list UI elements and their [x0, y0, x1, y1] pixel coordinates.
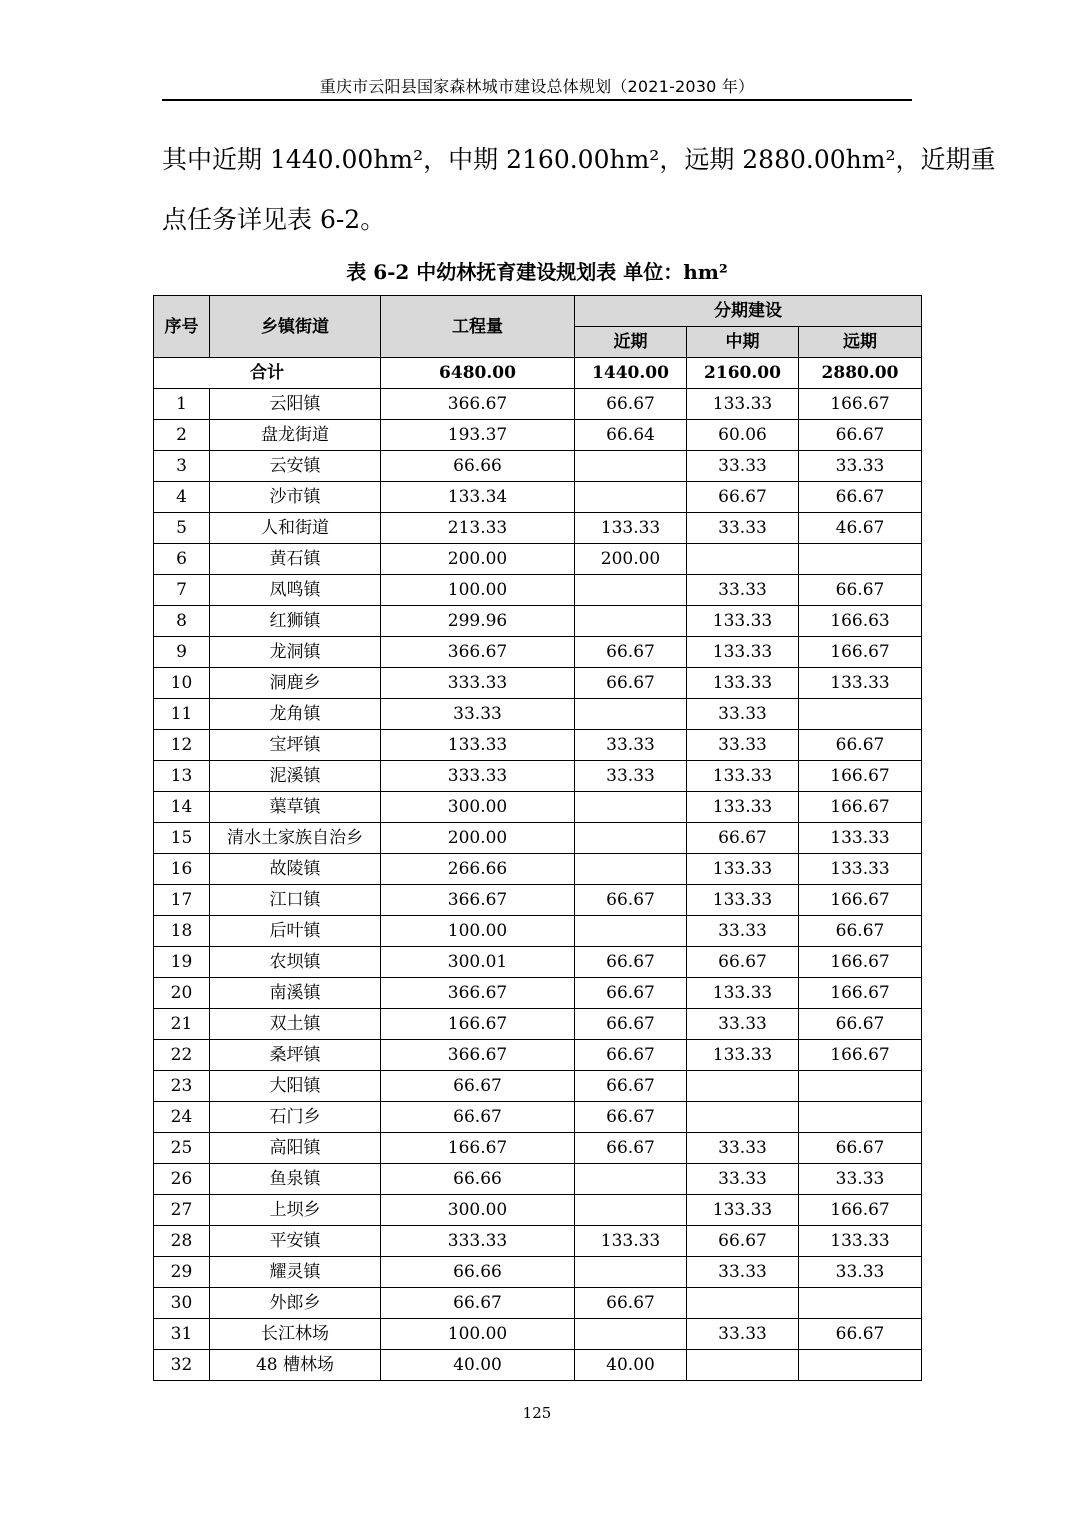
cell-amount: 333.33 — [381, 668, 575, 699]
cell-far: 66.67 — [799, 420, 922, 451]
cell-amount: 33.33 — [381, 699, 575, 730]
cell-seq: 20 — [154, 978, 210, 1009]
cell-far: 66.67 — [799, 916, 922, 947]
cell-amount: 333.33 — [381, 761, 575, 792]
cell-mid: 133.33 — [687, 637, 799, 668]
cell-seq: 30 — [154, 1288, 210, 1319]
table-row — [154, 978, 922, 1009]
cell-amount: 300.00 — [381, 792, 575, 823]
cell-amount: 133.33 — [381, 730, 575, 761]
cell-amount: 200.00 — [381, 544, 575, 575]
cell-near — [575, 1319, 687, 1350]
total-far: 2880.00 — [799, 358, 922, 389]
cell-town: 宝坪镇 — [210, 730, 381, 761]
cell-far: 66.67 — [799, 482, 922, 513]
header-phase-group: 分期建设 — [575, 296, 922, 327]
cell-far: 133.33 — [799, 854, 922, 885]
cell-amount: 193.37 — [381, 420, 575, 451]
cell-mid: 66.67 — [687, 823, 799, 854]
cell-far — [799, 1288, 922, 1319]
cell-seq: 31 — [154, 1319, 210, 1350]
table-row — [154, 854, 922, 885]
cell-seq: 4 — [154, 482, 210, 513]
cell-town: 48 槽林场 — [210, 1350, 381, 1381]
cell-far: 166.67 — [799, 389, 922, 420]
cell-mid — [687, 1350, 799, 1381]
table-row — [154, 792, 922, 823]
cell-far: 66.67 — [799, 575, 922, 606]
cell-mid: 133.33 — [687, 1040, 799, 1071]
cell-amount: 66.67 — [381, 1288, 575, 1319]
cell-town: 农坝镇 — [210, 947, 381, 978]
cell-town: 平安镇 — [210, 1226, 381, 1257]
cell-seq: 24 — [154, 1102, 210, 1133]
cell-near: 66.67 — [575, 1133, 687, 1164]
cell-seq: 21 — [154, 1009, 210, 1040]
cell-seq: 7 — [154, 575, 210, 606]
table-row — [154, 1195, 922, 1226]
cell-mid: 33.33 — [687, 1133, 799, 1164]
table-row — [154, 420, 922, 451]
table-row — [154, 544, 922, 575]
table-row — [154, 1288, 922, 1319]
cell-seq: 8 — [154, 606, 210, 637]
cell-near: 66.67 — [575, 1009, 687, 1040]
cell-town: 桑坪镇 — [210, 1040, 381, 1071]
total-label: 合计 — [154, 358, 381, 389]
cell-amount: 40.00 — [381, 1350, 575, 1381]
table-row — [154, 761, 922, 792]
cell-mid: 133.33 — [687, 978, 799, 1009]
cell-amount: 366.67 — [381, 978, 575, 1009]
cell-amount: 100.00 — [381, 916, 575, 947]
header-seq: 序号 — [154, 296, 210, 358]
cell-seq: 27 — [154, 1195, 210, 1226]
table-caption: 表 6-2 中幼林抚育建设规划表 单位：hm² — [346, 260, 728, 284]
cell-town: 上坝乡 — [210, 1195, 381, 1226]
cell-seq: 9 — [154, 637, 210, 668]
cell-near: 40.00 — [575, 1350, 687, 1381]
cell-near — [575, 792, 687, 823]
cell-amount: 66.67 — [381, 1102, 575, 1133]
cell-far: 166.67 — [799, 792, 922, 823]
cell-mid: 33.33 — [687, 575, 799, 606]
cell-town: 双土镇 — [210, 1009, 381, 1040]
cell-town: 江口镇 — [210, 885, 381, 916]
cell-amount: 366.67 — [381, 1040, 575, 1071]
cell-near — [575, 854, 687, 885]
cell-amount: 299.96 — [381, 606, 575, 637]
table-row — [154, 1257, 922, 1288]
cell-seq: 32 — [154, 1350, 210, 1381]
cell-far: 33.33 — [799, 1164, 922, 1195]
table-row — [154, 730, 922, 761]
cell-near: 66.67 — [575, 1071, 687, 1102]
cell-seq: 29 — [154, 1257, 210, 1288]
header-amount: 工程量 — [381, 296, 575, 358]
cell-mid: 133.33 — [687, 1195, 799, 1226]
cell-mid: 133.33 — [687, 668, 799, 699]
cell-far: 166.67 — [799, 761, 922, 792]
cell-town: 鱼泉镇 — [210, 1164, 381, 1195]
cell-near — [575, 823, 687, 854]
cell-mid: 33.33 — [687, 513, 799, 544]
cell-town: 高阳镇 — [210, 1133, 381, 1164]
cell-far: 33.33 — [799, 451, 922, 482]
cell-amount: 366.67 — [381, 389, 575, 420]
cell-amount: 200.00 — [381, 823, 575, 854]
cell-near: 66.67 — [575, 1288, 687, 1319]
table-row — [154, 668, 922, 699]
cell-far: 46.67 — [799, 513, 922, 544]
total-mid: 2160.00 — [687, 358, 799, 389]
table-row — [154, 916, 922, 947]
cell-seq: 17 — [154, 885, 210, 916]
cell-mid: 66.67 — [687, 1226, 799, 1257]
cell-town: 长江林场 — [210, 1319, 381, 1350]
header-near: 近期 — [575, 327, 687, 358]
cell-seq: 3 — [154, 451, 210, 482]
cell-near — [575, 1164, 687, 1195]
cell-far: 133.33 — [799, 823, 922, 854]
cell-amount: 300.00 — [381, 1195, 575, 1226]
cell-far: 166.67 — [799, 1040, 922, 1071]
table-row — [154, 389, 922, 420]
cell-town: 洞鹿乡 — [210, 668, 381, 699]
cell-mid: 60.06 — [687, 420, 799, 451]
cell-seq: 5 — [154, 513, 210, 544]
total-amount: 6480.00 — [381, 358, 575, 389]
cell-amount: 166.67 — [381, 1009, 575, 1040]
cell-near — [575, 606, 687, 637]
cell-amount: 133.34 — [381, 482, 575, 513]
cell-town: 耀灵镇 — [210, 1257, 381, 1288]
cell-far — [799, 1350, 922, 1381]
cell-amount: 66.67 — [381, 1071, 575, 1102]
table-row — [154, 513, 922, 544]
cell-near: 66.67 — [575, 389, 687, 420]
cell-seq: 26 — [154, 1164, 210, 1195]
cell-far: 66.67 — [799, 1009, 922, 1040]
cell-seq: 12 — [154, 730, 210, 761]
page-number: 125 — [522, 1404, 552, 1422]
cell-near: 66.67 — [575, 1102, 687, 1133]
cell-amount: 166.67 — [381, 1133, 575, 1164]
cell-far: 166.67 — [799, 637, 922, 668]
cell-town: 人和街道 — [210, 513, 381, 544]
cell-seq: 11 — [154, 699, 210, 730]
cell-amount: 66.66 — [381, 451, 575, 482]
cell-near — [575, 916, 687, 947]
cell-mid: 33.33 — [687, 699, 799, 730]
cell-mid: 33.33 — [687, 1257, 799, 1288]
cell-mid: 133.33 — [687, 854, 799, 885]
cell-near: 66.64 — [575, 420, 687, 451]
cell-town: 云阳镇 — [210, 389, 381, 420]
cell-amount: 366.67 — [381, 637, 575, 668]
cell-seq: 19 — [154, 947, 210, 978]
table-row — [154, 482, 922, 513]
table-row — [154, 1102, 922, 1133]
cell-far — [799, 1102, 922, 1133]
running-header: 重庆市云阳县国家森林城市建设总体规划（2021-2030 年） — [319, 77, 755, 96]
header-town: 乡镇街道 — [210, 296, 381, 358]
cell-seq: 15 — [154, 823, 210, 854]
cell-far: 33.33 — [799, 1257, 922, 1288]
cell-town: 盘龙街道 — [210, 420, 381, 451]
cell-amount: 66.66 — [381, 1164, 575, 1195]
cell-mid — [687, 1288, 799, 1319]
cell-far — [799, 1071, 922, 1102]
cell-far: 166.67 — [799, 947, 922, 978]
cell-amount: 100.00 — [381, 575, 575, 606]
cell-mid: 33.33 — [687, 1164, 799, 1195]
cell-near — [575, 451, 687, 482]
cell-amount: 213.33 — [381, 513, 575, 544]
cell-far: 66.67 — [799, 730, 922, 761]
header-far: 远期 — [799, 327, 922, 358]
cell-far: 66.67 — [799, 1133, 922, 1164]
cell-near — [575, 575, 687, 606]
cell-far: 166.67 — [799, 885, 922, 916]
body-paragraph-line-1: 其中近期 1440.00hm²，中期 2160.00hm²，远期 2880.00hm²，近期重 — [162, 145, 996, 174]
cell-mid — [687, 1102, 799, 1133]
cell-town: 黄石镇 — [210, 544, 381, 575]
total-near: 1440.00 — [575, 358, 687, 389]
cell-mid: 133.33 — [687, 885, 799, 916]
cell-town: 红狮镇 — [210, 606, 381, 637]
cell-near — [575, 699, 687, 730]
cell-near — [575, 1257, 687, 1288]
cell-near: 200.00 — [575, 544, 687, 575]
cell-mid: 66.67 — [687, 947, 799, 978]
cell-near: 66.67 — [575, 668, 687, 699]
cell-amount: 100.00 — [381, 1319, 575, 1350]
cell-amount: 300.01 — [381, 947, 575, 978]
table-row — [154, 575, 922, 606]
cell-seq: 14 — [154, 792, 210, 823]
cell-mid — [687, 544, 799, 575]
cell-town: 蕖草镇 — [210, 792, 381, 823]
cell-town: 龙洞镇 — [210, 637, 381, 668]
table-row — [154, 823, 922, 854]
cell-town: 故陵镇 — [210, 854, 381, 885]
cell-town: 南溪镇 — [210, 978, 381, 1009]
cell-mid: 66.67 — [687, 482, 799, 513]
cell-town: 后叶镇 — [210, 916, 381, 947]
cell-mid: 33.33 — [687, 1319, 799, 1350]
cell-seq: 1 — [154, 389, 210, 420]
total-row — [154, 358, 922, 389]
cell-amount: 66.66 — [381, 1257, 575, 1288]
cell-town: 清水土家族自治乡 — [210, 823, 381, 854]
cell-town: 凤鸣镇 — [210, 575, 381, 606]
cell-mid: 133.33 — [687, 389, 799, 420]
cell-seq: 6 — [154, 544, 210, 575]
cell-near: 66.67 — [575, 637, 687, 668]
cell-near: 33.33 — [575, 761, 687, 792]
tending-plan-table — [153, 295, 922, 1381]
cell-amount: 366.67 — [381, 885, 575, 916]
cell-near: 66.67 — [575, 1040, 687, 1071]
cell-far: 166.67 — [799, 978, 922, 1009]
cell-mid: 33.33 — [687, 730, 799, 761]
cell-seq: 22 — [154, 1040, 210, 1071]
cell-seq: 10 — [154, 668, 210, 699]
cell-mid: 33.33 — [687, 1009, 799, 1040]
cell-town: 云安镇 — [210, 451, 381, 482]
table-row — [154, 699, 922, 730]
table-row — [154, 1350, 922, 1381]
table-row — [154, 1164, 922, 1195]
cell-town: 泥溪镇 — [210, 761, 381, 792]
table-row — [154, 1040, 922, 1071]
cell-near — [575, 482, 687, 513]
header-mid: 中期 — [687, 327, 799, 358]
cell-far — [799, 699, 922, 730]
cell-town: 龙角镇 — [210, 699, 381, 730]
cell-near: 66.67 — [575, 885, 687, 916]
cell-seq: 23 — [154, 1071, 210, 1102]
cell-mid: 33.33 — [687, 451, 799, 482]
table-row — [154, 1009, 922, 1040]
cell-near: 133.33 — [575, 1226, 687, 1257]
cell-mid: 133.33 — [687, 792, 799, 823]
cell-town: 外郎乡 — [210, 1288, 381, 1319]
cell-near: 66.67 — [575, 978, 687, 1009]
cell-mid: 133.33 — [687, 606, 799, 637]
cell-far: 66.67 — [799, 1319, 922, 1350]
cell-seq: 18 — [154, 916, 210, 947]
cell-near — [575, 1195, 687, 1226]
cell-far: 166.67 — [799, 1195, 922, 1226]
table-row — [154, 1071, 922, 1102]
table-row — [154, 637, 922, 668]
table-row — [154, 606, 922, 637]
cell-seq: 25 — [154, 1133, 210, 1164]
table-row — [154, 1226, 922, 1257]
cell-seq: 16 — [154, 854, 210, 885]
cell-town: 沙市镇 — [210, 482, 381, 513]
cell-town: 大阳镇 — [210, 1071, 381, 1102]
cell-amount: 266.66 — [381, 854, 575, 885]
cell-mid — [687, 1071, 799, 1102]
header-rule — [162, 99, 912, 101]
cell-mid: 33.33 — [687, 916, 799, 947]
cell-seq: 13 — [154, 761, 210, 792]
table-row — [154, 947, 922, 978]
cell-amount: 333.33 — [381, 1226, 575, 1257]
cell-seq: 28 — [154, 1226, 210, 1257]
cell-seq: 2 — [154, 420, 210, 451]
cell-far — [799, 544, 922, 575]
cell-far: 133.33 — [799, 1226, 922, 1257]
table-row — [154, 451, 922, 482]
cell-near: 133.33 — [575, 513, 687, 544]
cell-near: 33.33 — [575, 730, 687, 761]
table-row — [154, 885, 922, 916]
body-paragraph-line-2: 点任务详见表 6-2。 — [162, 205, 386, 234]
cell-far: 166.63 — [799, 606, 922, 637]
table-row — [154, 1133, 922, 1164]
cell-mid: 133.33 — [687, 761, 799, 792]
table-row — [154, 1319, 922, 1350]
cell-far: 133.33 — [799, 668, 922, 699]
cell-town: 石门乡 — [210, 1102, 381, 1133]
cell-near: 66.67 — [575, 947, 687, 978]
